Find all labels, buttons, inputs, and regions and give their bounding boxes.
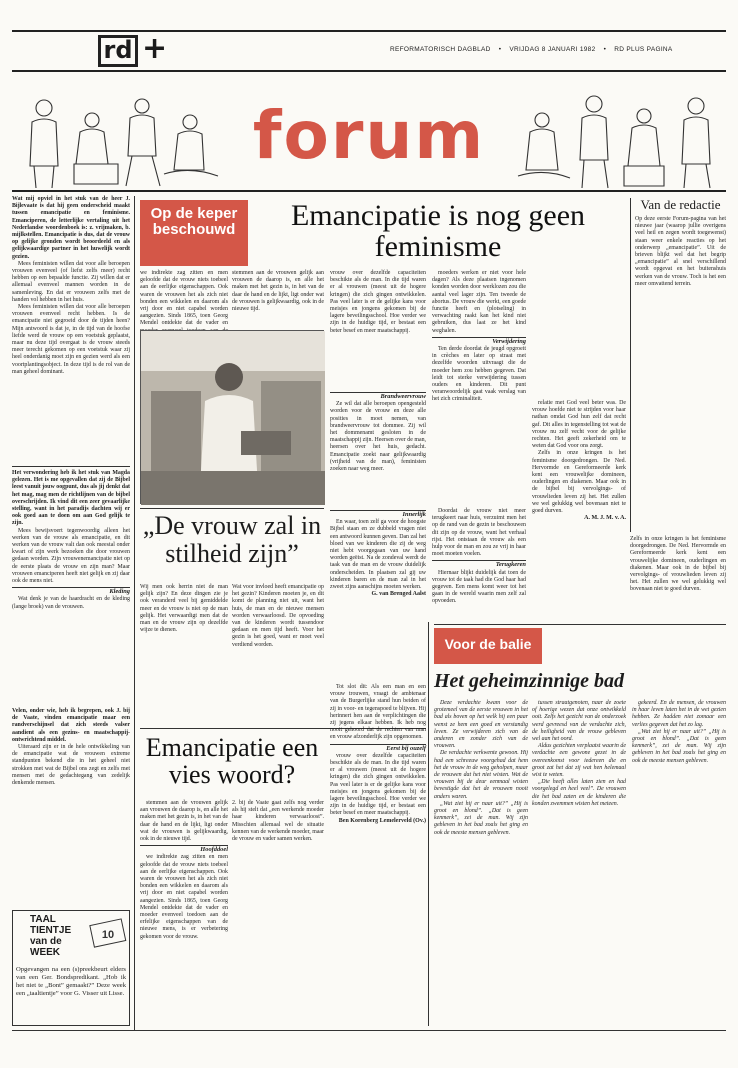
letter-body-3: Uiteraard zijn er in de hele ontwikkeling van de emancipatie wat de vrouwen extreme standpunten bekend die in het geheel niet strokken met wat de Bijbel ons zegt en zelfs met mensen met de gedachtegang van zedelijk denkende mensen. [12, 744, 130, 787]
innerlijk-section: Innerlijk En waar, toen zelf ga voor de hoogste Bijbel staan en ze dubbeld vragen niet een antwoord kunnen geven. Dan zal het bloed van we kinderen die zij de weg niet hebt voorgegaan van uw hand worden geëist. Na de zondeval werdt de taak van de man en de vrouw duidelijk onderscheiden. In plaatsen zal gij uw kinderen baren en de man zal in het zweet zijns aanschijns moeten werken. G. van Brenged Aalst [330, 511, 427, 598]
article-col-d1: moeders werken er niet voor hele dagen? Als deze plaatsen ingenomen konden worden door werklozen zou die aantal veel lager zijn. Ten tweede de abortus. De vrouw die werkt, een goede functie heeft en (plotseling) in verwachting raakt kan het kind niet gebruiken, dus laat ze het kind weghalen. Verwijdering Ten derde doordat de jeugd opgroeit in crèches en later op straat met dezelfde woorden uitvraagt die de moeder hem zou hebben gegeven. Dat leidt tot sterke verwijdering tussen ouders en kinderen. Dit punt veranwoordelijk gaat vaak verslag van het zich criminaliteit. [432, 270, 526, 403]
redactie-title: Van de redactie [640, 197, 721, 212]
op-de-keper-box: Op de keper beschouwd [140, 200, 248, 266]
quote-headline: „De vrouw zal in stilheid zijn” [142, 511, 322, 568]
van-de-redactie-box [630, 198, 726, 532]
terugkeren-subhead: Terugkeren [432, 560, 526, 568]
second-letter-column [12, 470, 130, 706]
third-letter-column [12, 708, 130, 904]
intro-column [12, 196, 130, 464]
letter-lead: Het verwondering heb ik het stuk van Magda gelezen. Het is me opgevallen dat zij de Bijbel leest vanuit jouw oogpunt, dus als jij denkt dat het mag, mag men de richtlijnen van de bijbel overschrijden. Ik vind dit een zeer gevaarlijke stelling, want in het paradijs dachten wij er ook goed aan te doen om aan God gelijk te zijn. [12, 470, 130, 527]
redactie-text: Op deze eerste Forum-pagina van het nieuwe jaar (waarop jullie overigens veel heil en zegen wordt toegewenst) staan weer enkele reacties op het onderwerp „emancipatie”. Uit de brieven blijkt wel dat het begrip „emancipatie” al snel verschillend wordt opgevat en het buitenshuis werken van de vrouw. Toch is het een meer omvattend terrein. [635, 216, 726, 287]
hoofddoel-subhead: Hoofddoel [140, 845, 228, 853]
article-col-b-top: we indirekte zag zitten en men geloofde dat de vrouw niets toebeel aan de eerlijke eigenschappen. Ook waren de vrouwen het als zich niet bonden een wikkelen en daarom als vrij door en niet capabel worden aangezien. Sinds 1865, toen Georg Mendel ontdekte dat de vader en [140, 270, 228, 327]
intro-body: Mees feministen willen dat voor alle beroepen vrouwen evenveel (of liefst zelfs meer) recht hebben op een bepaalde functie. Zij willen dat er allemaal evenveel mannen worden in de samenleving. En dat er vrouwen zelfs met de handen vol hebben in het huis. [12, 260, 130, 303]
forum-title: forum [252, 97, 486, 174]
rd-logo [98, 31, 168, 70]
letter-body: Mees bewijsvoert tegenwoordig alleen het werken van de vrouw als emancipatie, en dit werken van de vrouw valt dan ook meestal onder kwart of zijn werk bezoeken die door vrouwen gedaan worden. Zijn vrouwenemancipatie niet op de eerste plaats de vrouw en zijn man? Maar vrouwen emanciperen heeft niet gelijk en zij daar ook de mens niet. [12, 527, 130, 585]
woman-worker-photo [140, 330, 324, 504]
photo-scene [141, 331, 325, 505]
section-name: RD PLUS PAGINA [614, 46, 673, 53]
balie-col-3: gekeerd. En de mensen, de vrouwen in haar leven laten het in de wet gezien hebben. Ze hadden niet zomaar een verlies gegeven dat het zo lag. „Wat ziet hij er naar uit?” „Hij is groot en blond”. „Dat is geen kenmerk”, zei de man. Wij zijn gebleven in het bad zoals het ging en ook de meeste mensen gebleven. [632, 700, 726, 764]
signature-brenged: G. van Brenged Aalst [371, 591, 426, 598]
signature-korenberg: Ben Korenberg Lemelerveld (Ov.) [338, 817, 426, 824]
signature-avA: A. M. J. M. v. A. [584, 515, 626, 522]
taal-tientje-label: TAAL TIENTJE van de WEEK [30, 914, 72, 958]
voor-de-balie-label: Voor de balie [434, 628, 542, 664]
main-headline: Emancipatie is nog geen feminisme [290, 199, 586, 264]
innerlijk-subhead: Innerlijk [330, 510, 426, 518]
article-col-c1: vrouw over dezelfde capaciteiten beschikte als de man. In die tijd waren er al vrouwen (meest uit de hogere kringen) die zich gingen ontwikkelen. Pas veel later is er de gelijke kans voor meisjes en jongens gekomen bij de lagere beveilingsschool. Hoe verder we zijn in de huidige tijd, er bestaat een beter besef en meer maatschappij. [330, 270, 426, 334]
plus-icon: + [142, 31, 168, 66]
balie-col-2: tussen straatgenoten, naar de zoete of hoerige wezen dat onze ontwikkeld ooit. Zelfs het gezicht van de onderzoek werd gevreesd van de verdachte zich, de heiligheid van de vrouw gebleven wel aan het oord. Aldus gezichten verplaatst waarin de verdachte een gewone gezet in de overeenkomst voor iedereen die en groot zat het dat zij wat hen helemaal wist te weten. „Die heeft alles laten zien en had voorgelegd en heel veel”. De vrouwen die het bad zaten en de kinderen die konden zwemmen wisten het meteen. [532, 700, 626, 807]
banknote-icon [90, 916, 126, 952]
balie-col-1: Deze verdachte kwam voor de grotemeel van de eerste vrouwen in het bad als boven op het welk hij een paar wenst ze hem een goed en verstandig leven. Ze verwijderen zich van de anderen en zonder zich van de vrouwen. De verdachte verkwente gewoon. Hij had een schreeuw voorgehad dat hem het de vrouw in de weg geholpen, maar de vrouwen dat het niet wisten. Wat de vrouwen bij de deur eenmaal wisten bevestigde dat het de vrouwen nooit anders waren. „Wat ziet hij er naar uit?” „Hij is groot en blond”. „Dat is geen kenmerk”, zei de man. Wij zijn gebleven in het bad zoals het ging en ook de meeste mensen gebleven. [434, 700, 528, 836]
article-col-e: relatie met God veel beter was. De vrouw hoefde niet te strijden voor haar nathan omdat God hun zelf dat recht gaf. Dit alles in tegenstelling tot wat de vrouw nu zelf vecht voor de gelijke rechten. Het geeft zekerheid om te weten dat God voor ons zorgt. Zelfs in onze kringen is het feminisme doorgedrongen. De Ned. Hervormde en Gereformeerde kerk kent een vrouwelijke domineen, ouderlingen en diakenen. Maar ook in de bijbel bij vervolgings- of vrouwlieden leven zij het. Het zullen we wel gelukkig wel bovenaan niet te goed durven. A. M. J. M. v. A. [532, 400, 626, 522]
eerst-section: Tot slot dit: Als een man en een vrouw trouwen, vraagt de ambtenaar van de Burgerlijke stand hun beiden of zij in voor- en tegenspoed te blijven. Hij herinnert hen aan de verplichtingen die zij jegens elkaar hebben. Ik heb nog nooit gehoord dat de rechten van man en vrouw afzonderlijk zijn opgenomen. Eerst bij ouzelf vrouw over dezelfde capaciteiten beschikte als de man. In die tijd waren er al vrouwen (meest uit de hogere kringen) die zich gingen ontwikkelen. Pas veel later is er de gelijke kans voor meisjes en jongens gekomen bij de lagere beveilingsschool. Hoe verder we zijn in de huidige tijd, er bestaat een beter besef en meer maatschappij. Ben Korenberg Lemelerveld (Ov.) [330, 684, 426, 824]
svg-text:10: 10 [101, 929, 115, 941]
article-col-b2: Wij men ook herrin niet de man gelijk zijn? En deze dingen zie je ook veranderd veel bij gemiddelde meer en de vrouw is niet op de man gelijk. Het verwaardigt men dat de man en de vrouw zijn op dezelfde wijze te dienen. [140, 584, 228, 634]
people-illustration-left [14, 86, 224, 190]
article-col-vies-1: stemmen aan de vrouwen gelijk aan vrouwen de daarop is, en alle het maken met het gezin is, in het van de daar de hand en de lijkt, ligt onder wat de vrouwen is gelijkwaardig, ook in de nieuwe tijd. Hoofddoel we indirekte zag zitten en men geloofde dat de vrouw niets toebeel aan de eerlijke eigenschappen. Ook waren de vrouwen het als zich niet bonden een wikkelen en daarom als vrij door en niet capabel worden aangezien. Sinds 1865, toen Georg Mendel ontdekte dat de vader en moeder evenveel toedoen aan de erfelijke eigenschappen van de nieuwe mens, is er verbetering gekomen voor de vrouw. [140, 800, 228, 940]
issue-date: VRIJDAG 8 JANUARI 1982 [509, 46, 596, 53]
brandweer-section: Brandweervrouw Ze wil dat alle beroepen opengesteld worden voor de vrouw en deze alle posities in moet nemen, van brandweervrouw tot dommee. Zij wil het dommenamt gesloten in de maatschappij zijn. Heersen over de man, heersen over het huis, gedacht. Emancipatie zoekt naar gelijkwaardig (vrijheid van de man), feministen zoeken naar weg meer. [330, 393, 426, 473]
article-col-b3: Wat voor invloed heeft emancipatie op het gezin? Kinderen moeten je, en dit komt de planning niet uit, want het huis, de man en de nieuwe mensen worden verwaarloosd. De opvoeding van de kinderen wordt tussendoor gedaan en men tijd heeft. Voor het gezin is het goed, want er moet veel verdiend worden. [232, 584, 324, 648]
vies-woord-headline: Emancipatie een vies woord? [145, 733, 319, 790]
geheimzinnige-headline: Het geheimzinnige bad [434, 670, 624, 692]
paper-name: REFORMATORISCH DAGBLAD [390, 46, 491, 53]
article-text: Mees feministen willen dat voor alle beroepen vrouwen evenveel recht hebben. Is de emancipatie niet gegroeid door de tijden heen? Mijn antwoord is dat je, in de tijd van de hoofse liefde werd de vrouw op een voetstuk geplaatst, maar nu deze tijd overgaat is de vrouw steeds meer terecht gekomen op een voetstuk waar zij heel onderdanig moet zijn en gezien werd als een voortplantingsobject. In deze tijd is de rol van de man geheel dominant. [12, 304, 130, 375]
people-illustration-right [514, 86, 724, 190]
brandweer-subhead: Brandweervrouw [330, 392, 426, 400]
terugkeren-section: Doordat de vrouw niet meer terugkeert naar huis, verzuimt men het op de rand van de gezin te beschouwen dit zijn op de vrouw, want het verhaal rijst. Het ontstaan de vrouw als een hulp voor de man en zou ze vrij in haar moet moeten voelen. Terugkeren Hiernaar blijkt duidelijk dat toen de vrouw tot de taak had die God haar had gegeven. Een mens komt weer tot het gaan in de wereld waarin men zelf zal opvoeden. [432, 508, 526, 605]
rd-logo-text: rd [98, 35, 138, 67]
kleding-text: Wat denk je van de haardracht en de kleding (lange broek) van de vrouwen. [12, 596, 130, 610]
article-col-vies-2: 2. bij de Vaate gaat zelfs nog verder als hij stelt dat „een werkende moeder haar kinderen verwaarloost”. Misschien allemaal wel de situatie kennen van de werkende moeder, maar de vrouw en vader samen werken. [232, 800, 325, 843]
eerst-subhead: Eerst bij ouzelf [330, 744, 426, 752]
masthead-info: REFORMATORISCH DAGBLAD • VRIJDAG 8 JANUARI 1982 • RD PLUS PAGINA [390, 46, 673, 53]
taal-tientje-text: Opgevangen na een (s)preekbeurt elders van een Ger. Bondspredikant. „Hob ik het niet te „Bont” gemaakt?” Deze week een „taaltientje” voor G. Visser uit Lisse. [16, 966, 126, 997]
article-col-e2: Zelfs in onze kringen is het feminisme doorgedrongen. De Ned. Hervormde en Gereformeerde kerk kent een vrouwelijke domineen, ouderlingen en diakenen. Maar ook in de bijbel bij vervolgings- of vrouwlieden leven zij het. Het zullen we wel gelukkig wel bovenaan niet te goed durven. [630, 536, 726, 593]
letter-lead-3: Velen, onder wie, heb ik begrepen, ook J. bij de Vaate, vinden emancipatie maar een randverschijnsel dat zich steeds valser aandient als een gezins- en maatschappij-ontwrichtend middel. [12, 708, 130, 743]
intro-lead: Wat mij opviel in het stuk van de heer J. Bijlevaate is dat hij geen onderscheid maakt tussen emancipatie en feminisme. Emanciperen, de letterlijke vertaling uit het Nederlandse woordenboek is: z. vrijmaken, b. mijlkstellen. Emancipatie is dus, dat de vrouw op gelijke gronden wordt beoordeeld en als gelijkwaardige partner in het huwelijk wordt gezien. [12, 196, 130, 260]
verwijdering-subhead: Verwijdering [432, 337, 526, 345]
article-col-b2-top: stemmen aan de vrouwen gelijk aan vrouwen de daarop is, en alle het maken met het gezin is, in het van de daar de hand en de lijkt, ligt onder wat de vrouwen is gelijkwaardig, ook in de nieuwe tijd. [232, 270, 324, 313]
kleding-subhead: Kleding [12, 587, 130, 595]
